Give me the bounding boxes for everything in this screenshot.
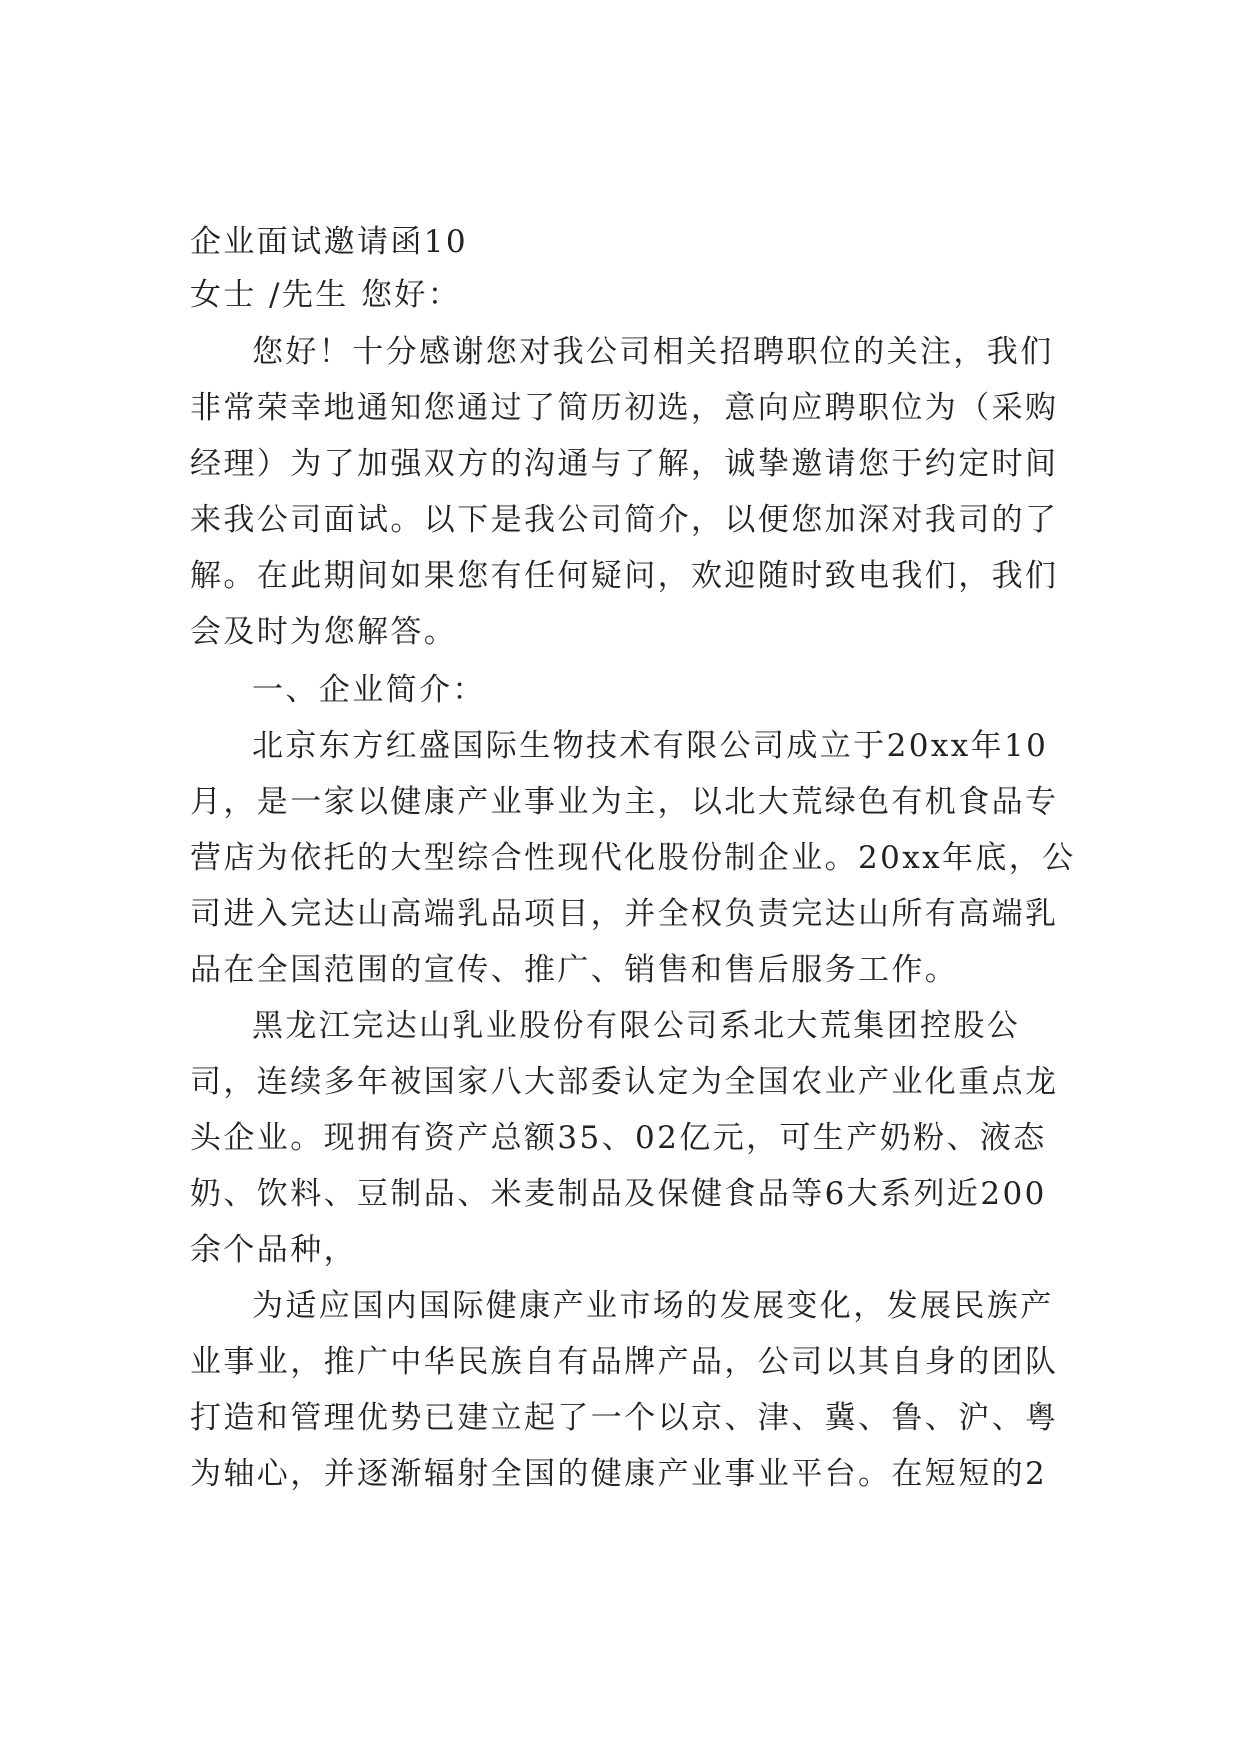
paragraph-line: 黑龙江完达山乳业股份有限公司系北大荒集团控股公 (252, 1008, 1021, 1044)
section-heading-text: 一、企业简介： (252, 672, 486, 708)
paragraph-line: 营店为依托的大型综合性现代化股份制企业。20xx年底，公 (190, 840, 1076, 876)
paragraph-line: 非常荣幸地通知您通过了简历初选，意向应聘职位为（采购 (190, 390, 1059, 426)
paragraph-line: 业事业，推广中华民族自有品牌产品，公司以其自身的团队 (190, 1344, 1059, 1380)
paragraph-line: 北京东方红盛国际生物技术有限公司成立于20xx年10 (252, 728, 1049, 764)
paragraph-company-intro (190, 718, 1076, 998)
paragraph-line: 您好！十分感谢您对我公司相关招聘职位的关注，我们 (252, 334, 1054, 370)
paragraph-line: 月，是一家以健康产业事业为主，以北大荒绿色有机食品专 (190, 784, 1059, 820)
paragraph-wandashan (190, 998, 1059, 1278)
paragraph-line: 司进入完达山高端乳品项目，并全权负责完达山所有高端乳 (190, 896, 1059, 932)
paragraph-line: 司，连续多年被国家八大部委认定为全国农业产业化重点龙 (190, 1064, 1059, 1100)
paragraph-line: 为适应国内国际健康产业市场的发展变化，发展民族产 (252, 1288, 1054, 1324)
paragraph-line: 奶、饮料、豆制品、米麦制品及保健食品等6大系列近200 (190, 1176, 1047, 1212)
paragraph-invitation (190, 324, 1059, 660)
paragraph-line: 解。在此期间如果您有任何疑问，欢迎随时致电我们，我们 (190, 558, 1059, 594)
salutation: 女士 /先生 您好： (190, 277, 462, 313)
paragraph-line: 来我公司面试。以下是我公司简介，以便您加深对我司的了 (190, 502, 1059, 538)
paragraph-line: 经理）为了加强双方的沟通与了解，诚挚邀请您于约定时间 (190, 446, 1059, 482)
paragraph-line: 头企业。现拥有资产总额35、02亿元，可生产奶粉、液态 (190, 1120, 1047, 1156)
document-title: 企业面试邀请函10 (190, 224, 469, 260)
paragraph-line: 会及时为您解答。 (190, 614, 458, 650)
document-body (190, 218, 1076, 1502)
paragraph-line: 余个品种， (190, 1232, 357, 1268)
paragraph-line: 打造和管理优势已建立起了一个以京、津、冀、鲁、沪、粤 (190, 1400, 1059, 1436)
paragraph-line: 为轴心，并逐渐辐射全国的健康产业事业平台。在短短的2 (190, 1456, 1048, 1492)
section-heading (190, 662, 1052, 718)
paragraph-market (190, 1278, 1059, 1502)
paragraph-line: 品在全国范围的宣传、推广、销售和售后服务工作。 (190, 952, 959, 988)
